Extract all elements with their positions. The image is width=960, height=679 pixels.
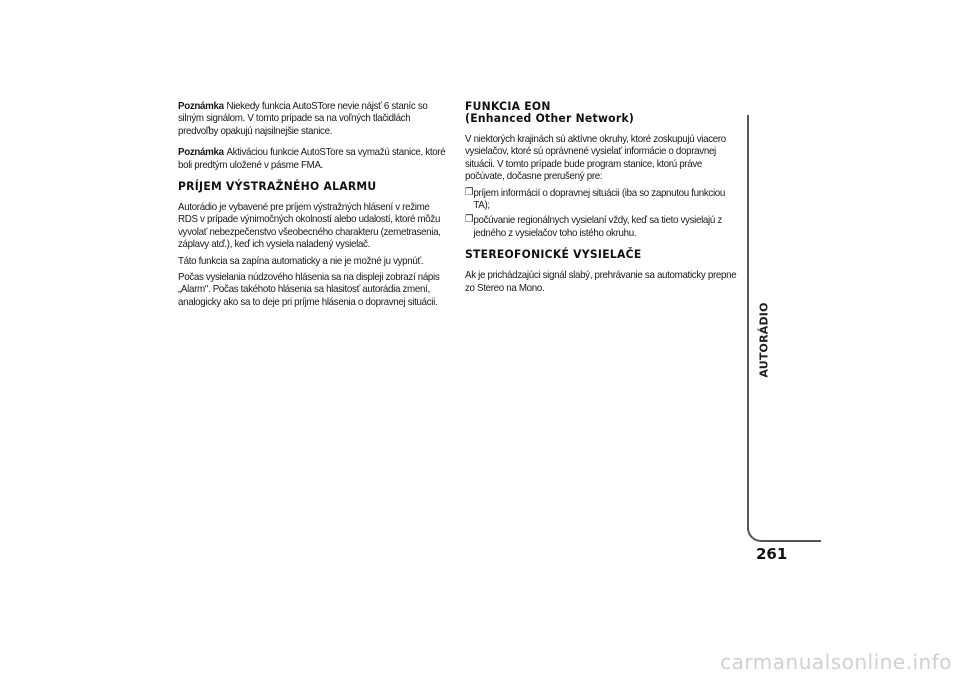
watermark: carmanualsonline.info xyxy=(720,650,952,674)
checkbox-bullet-icon: ❒ xyxy=(465,214,474,226)
list-item-text: príjem informácií o dopravnej situácii (iba so zapnutou funkciou TA); xyxy=(473,186,726,212)
note-text: Niekedy funkcia AutoSTore nevie nájsť 6 staníc so silným signálom. V tomto prípade sa na voľných tlačidlách predvoľby opakujú najsilnejšie stanice. xyxy=(178,100,428,137)
section-heading-stereo: STEREOFONICKÉ VYSIELAČE xyxy=(465,247,642,262)
left-column xyxy=(178,100,450,317)
paragraph: Ak je prichádzajúci signál slabý, prehrávanie sa automaticky prepne zo Stereo na Mono. xyxy=(465,269,737,294)
list-item-text: počúvanie regionálnych vysielaní vždy, keď sa tieto vysielajú z jedného z vysielačov toho istého okruhu. xyxy=(473,214,722,239)
section-heading-alarm: PRÍJEM VÝSTRAŽNÉHO ALARMU xyxy=(178,179,377,194)
paragraph: Počas vysielania núdzového hlásenia sa na displeji zobrazí nápis „Alarm". Počas takéhoto hlásenia sa hlasitosť autorádia zmení, analogicky ako sa to deje pri príjme hlásenia o dopravnej situácii. xyxy=(178,271,440,308)
heading-line: FUNKCIA EON xyxy=(465,99,551,113)
paragraph: Autorádio je vybavené pre príjem výstražných hlásení v režime RDS v prípade výnimočných okolností alebo udalostí, ktoré môžu vyvolať nebezpečenstvo všeobecného charakteru (zemetrasenia, záplavy atď.), keď ich vysiela naladený vysielač. xyxy=(178,201,441,251)
right-column xyxy=(465,100,737,303)
list-item xyxy=(465,187,737,212)
note-text: Aktiváciou funkcie AutoSTore sa vymažú stanice, ktoré boli predtým uložené v pásme FMA. xyxy=(178,146,446,171)
page-number: 261 xyxy=(756,545,788,563)
chapter-title: AUTORÁDIO xyxy=(757,302,771,378)
checkbox-bullet-icon: ❒ xyxy=(465,186,474,198)
note-autostore-weak-signal xyxy=(178,100,450,137)
paragraph: Táto funkcia sa zapína automaticky a nie je možné ju vypnúť. xyxy=(178,254,424,267)
paragraph: V niektorých krajinách sú aktívne okruhy, ktoré zoskupujú viacero vysielačov, ktoré sú oprávnené vysielať informácie o dopravnej situácii. V tomto prípade bude program stanice, ktorú práve počúvate, dočasne prerušený pre: xyxy=(465,133,726,183)
section-heading-eon xyxy=(465,100,737,124)
note-label: Poznámka xyxy=(178,146,224,159)
note-autostore-erase xyxy=(178,146,450,171)
note-label: Poznámka xyxy=(178,100,224,112)
chapter-tab-label xyxy=(754,300,774,380)
list-item xyxy=(465,214,737,239)
heading-line: (Enhanced Other Network) xyxy=(465,111,635,125)
